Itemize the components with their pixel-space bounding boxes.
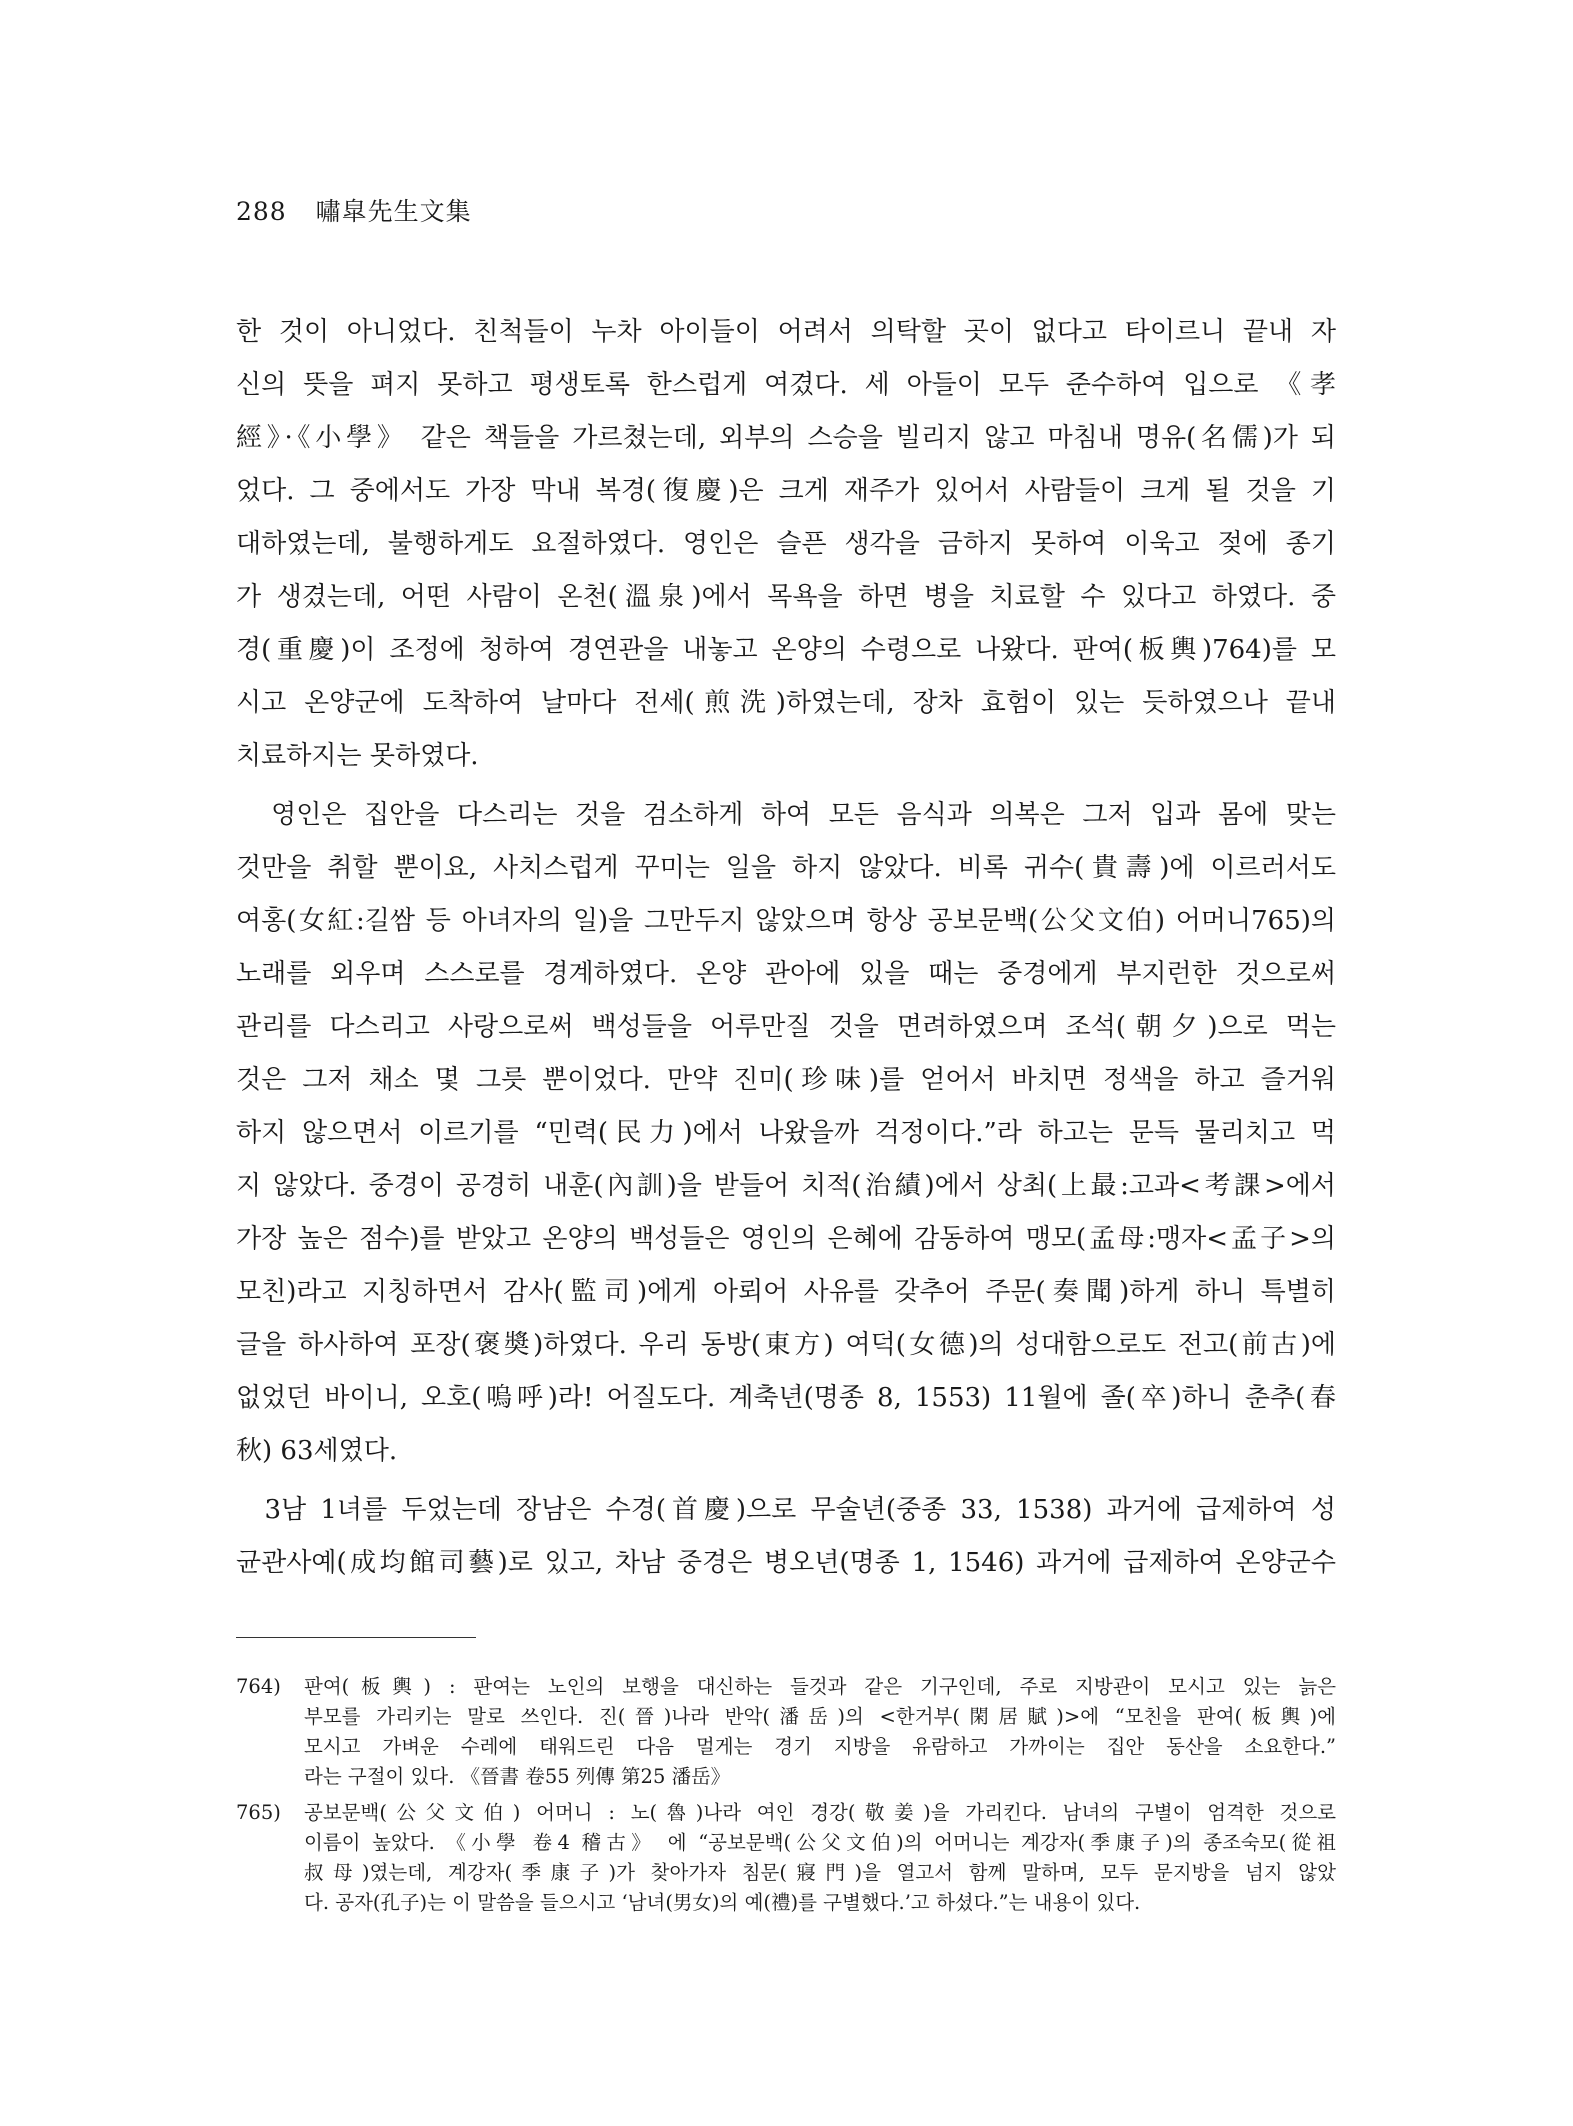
text-line: 시고 온양군에 도착하여 날마다 전세(煎洗)하였는데, 장차 효험이 있는 듯하였으나 끝내 xyxy=(236,688,1336,718)
footnote-line: 부모를 가리키는 말로 쓰인다. 진(晉)나라 반악(潘岳)의 <한거부(閑居賦)>에 “모친을 판여(板輿)에 xyxy=(304,1705,1336,1728)
text-line: 치료하지는 못하였다. xyxy=(236,741,479,771)
text-line: 없었던 바이니, 오호(嗚呼)라! 어질도다. 계축년(명종 8, 1553) 11월에 졸(卒)하니 춘추(春 xyxy=(236,1383,1336,1413)
text-line: 가 생겼는데, 어떤 사람이 온천(溫泉)에서 목욕을 하면 병을 치료할 수 있다고 하였다. 중 xyxy=(236,582,1336,612)
text-line: 노래를 외우며 스스로를 경계하였다. 온양 관아에 있을 때는 중경에게 부지런한 것으로써 xyxy=(236,959,1336,989)
text-line: 經》·《小學》 같은 책들을 가르쳤는데, 외부의 스승을 빌리지 않고 마침내 명유(名儒)가 되 xyxy=(236,423,1336,453)
page-number: 288 xyxy=(236,197,287,226)
text-line: 3남 1녀를 두었는데 장남은 수경(首慶)으로 무술년(중종 33, 1538) 과거에 급제하여 성 xyxy=(236,1495,1336,1525)
footnote-number: 764) xyxy=(236,1675,281,1698)
book-title: 嘯皐先生文集 xyxy=(315,197,472,226)
footnote-line: 판여(板輿) : 판여는 노인의 보행을 대신하는 들것과 같은 기구인데, 주로 지방관이 모시고 있는 늙은 xyxy=(304,1675,1336,1698)
text-line: 었다. 그 중에서도 가장 막내 복경(復慶)은 크게 재주가 있어서 사람들이 크게 될 것을 기 xyxy=(236,476,1336,506)
text-line: 글을 하사하여 포장(褒奬)하였다. 우리 동방(東方) 여덕(女德)의 성대함으로도 전고(前古)에 xyxy=(236,1330,1336,1360)
footnote xyxy=(236,1798,1336,1918)
footnote-line: 모시고 가벼운 수레에 태워드린 다음 멀게는 경기 지방을 유람하고 가까이는 집안 동산을 소요한다.” xyxy=(304,1735,1336,1758)
body-text xyxy=(236,306,1336,1590)
text-line: 가장 높은 점수)를 받았고 온양의 백성들은 영인의 은혜에 감동하여 맹모(孟母:맹자<孟子>의 xyxy=(236,1224,1336,1254)
text-line: 것만을 취할 뿐이요, 사치스럽게 꾸미는 일을 하지 않았다. 비록 귀수(貴壽)에 이르러서도 xyxy=(236,853,1336,883)
footnote-line: 叔母)였는데, 계강자(季康子)가 찾아가자 침문(寢門)을 열고서 함께 말하며, 모두 문지방을 넘지 않았 xyxy=(304,1861,1336,1884)
text-line: 한 것이 아니었다. 친척들이 누차 아이들이 어려서 의탁할 곳이 없다고 타이르니 끝내 자 xyxy=(236,317,1336,347)
text-line: 秋) 63세였다. xyxy=(236,1436,398,1466)
paragraph xyxy=(236,306,1336,783)
footnote-divider xyxy=(236,1637,476,1638)
footnote xyxy=(236,1672,1336,1792)
running-header xyxy=(236,192,472,228)
text-line: 여홍(女紅:길쌈 등 아녀자의 일)을 그만두지 않았으며 항상 공보문백(公父文伯) 어머니765)의 xyxy=(236,906,1336,936)
text-line: 모친)라고 지칭하면서 감사(監司)에게 아뢰어 사유를 갖추어 주문(奏聞)하게 하니 특별히 xyxy=(236,1277,1336,1307)
text-line: 대하였는데, 불행하게도 요절하였다. 영인은 슬픈 생각을 금하지 못하여 이욱고 젖에 종기 xyxy=(236,529,1336,559)
paragraph xyxy=(236,789,1336,1478)
text-line: 신의 뜻을 펴지 못하고 평생토록 한스럽게 여겼다. 세 아들이 모두 준수하여 입으로 《孝 xyxy=(236,370,1336,400)
text-line: 관리를 다스리고 사랑으로써 백성들을 어루만질 것을 면려하였으며 조석(朝夕)으로 먹는 xyxy=(236,1012,1336,1042)
text-line: 균관사예(成均館司藝)로 있고, 차남 중경은 병오년(명종 1, 1546) 과거에 급제하여 온양군수 xyxy=(236,1548,1336,1578)
paragraph xyxy=(236,1484,1336,1590)
text-line: 영인은 집안을 다스리는 것을 검소하게 하여 모든 음식과 의복은 그저 입과 몸에 맞는 xyxy=(236,800,1336,830)
footnote-number: 765) xyxy=(236,1801,281,1824)
text-line: 경(重慶)이 조정에 청하여 경연관을 내놓고 온양의 수령으로 나왔다. 판여(板輿)764)를 모 xyxy=(236,635,1336,665)
footnotes xyxy=(236,1672,1336,1924)
footnote-line: 공보문백(公父文伯) 어머니 : 노(魯)나라 여인 경강(敬姜)을 가리킨다. 남녀의 구별이 엄격한 것으로 xyxy=(304,1801,1336,1824)
text-line: 것은 그저 채소 몇 그릇 뿐이었다. 만약 진미(珍味)를 얻어서 바치면 정색을 하고 즐거워 xyxy=(236,1065,1336,1095)
footnote-line: 이름이 높았다. 《小學 卷4 稽古》 에 “공보문백(公父文伯)의 어머니는 계강자(季康子)의 종조숙모(從祖 xyxy=(304,1831,1336,1854)
text-line: 지 않았다. 중경이 공경히 내훈(內訓)을 받들어 치적(治績)에서 상최(上最:고과<考課>에서 xyxy=(236,1171,1336,1201)
text-line: 하지 않으면서 이르기를 “민력(民力)에서 나왔을까 걱정이다.”라 하고는 문득 물리치고 먹 xyxy=(236,1118,1336,1148)
footnote-line: 라는 구절이 있다. 《晉書 卷55 列傳 第25 潘岳》 xyxy=(304,1765,731,1788)
footnote-line: 다. 공자(孔子)는 이 말씀을 들으시고 ‘남녀(男女)의 예(禮)를 구별했다.’고 하셨다.”는 내용이 있다. xyxy=(304,1891,1141,1914)
